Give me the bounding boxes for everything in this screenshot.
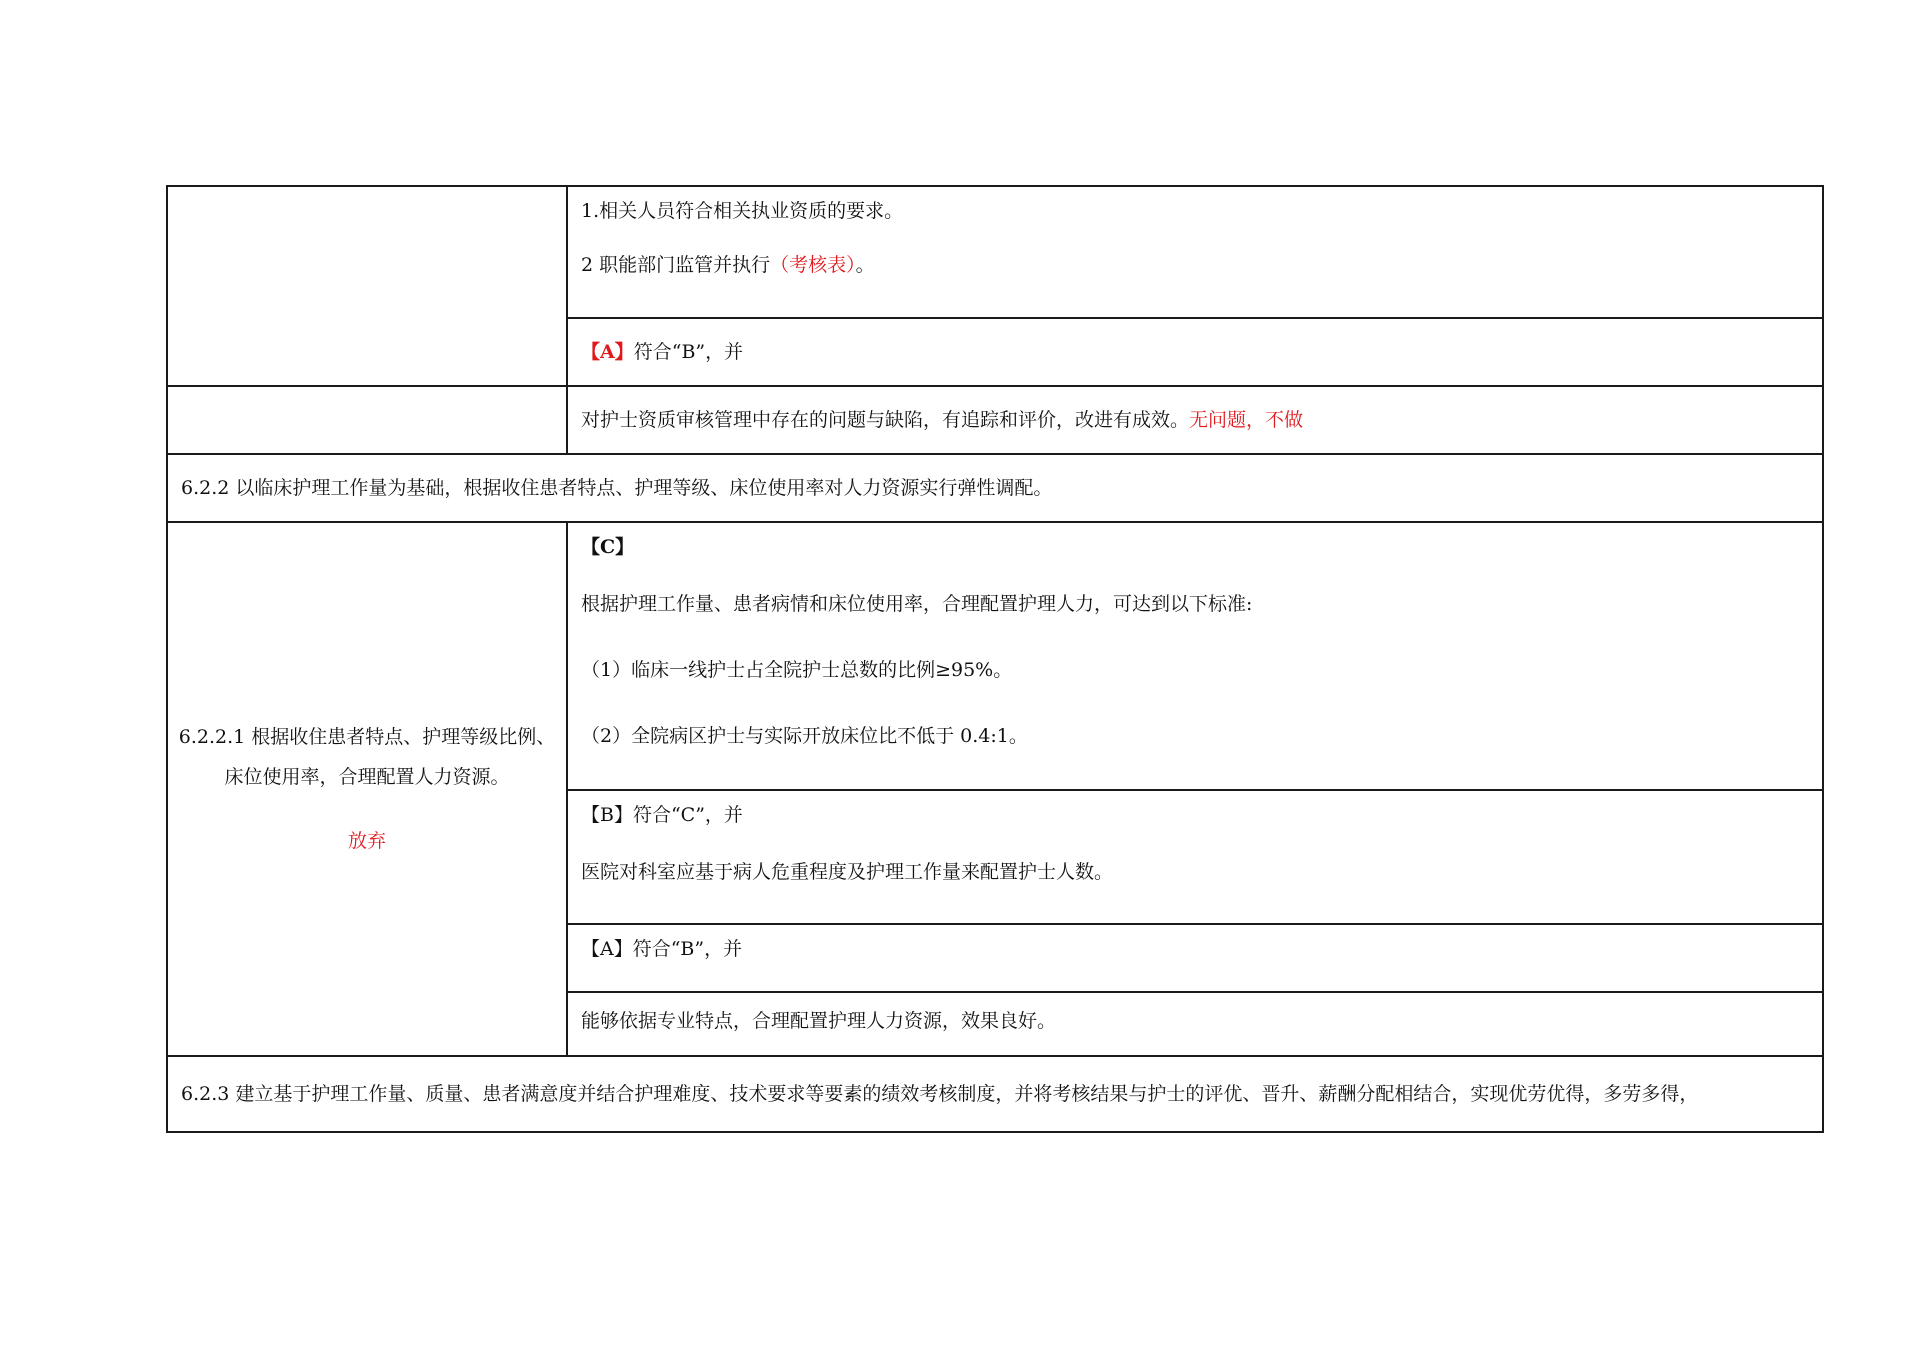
grade-b-label: 【B】符合“C”，并 bbox=[581, 804, 743, 826]
no-issue-note: 无问题，不做 bbox=[1189, 409, 1304, 431]
grade-a-label-cell bbox=[567, 924, 1823, 992]
grade-a-label: 【A】 bbox=[581, 341, 634, 363]
grade-a-label-2: 【A】符合“B”，并 bbox=[581, 938, 743, 960]
requirements-cell bbox=[567, 186, 1823, 318]
section-623-cell bbox=[167, 1056, 1823, 1132]
abandon-status: 放弃 bbox=[347, 830, 386, 852]
grade-a-line: 能够依据专业特点，合理配置护理人力资源，效果良好。 bbox=[581, 1010, 1057, 1032]
section-622-heading: 6.2.2 以临床护理工作量为基础，根据收住患者特点、护理等级、床位使用率对人力资源实行弹性调配。 bbox=[181, 477, 1053, 499]
grade-c-cell bbox=[567, 522, 1823, 790]
grade-a-text-cell bbox=[567, 992, 1823, 1056]
standards-table bbox=[166, 185, 1824, 1133]
grade-c-line: 根据护理工作量、患者病情和床位使用率，合理配置护理人力，可达到以下标准: bbox=[581, 593, 1253, 615]
section-623-heading: 6.2.3 建立基于护理工作量、质量、患者满意度并结合护理难度、技术要求等要素的绩效考核制度，并将考核结果与护士的评优、晋升、薪酬分配相结合，实现优劳优得，多劳多得， bbox=[181, 1083, 1699, 1105]
table-row bbox=[167, 386, 1823, 454]
grade-a-cell bbox=[567, 318, 1823, 386]
grade-b-line: 医院对科室应基于病人危重程度及护理工作量来配置护士人数。 bbox=[581, 861, 1114, 883]
section-622-cell bbox=[167, 454, 1823, 522]
requirement-item-2: 2 职能部门监管并执行（考核表）。 bbox=[581, 254, 875, 276]
table-row bbox=[167, 522, 1823, 790]
empty-left-cell bbox=[167, 386, 567, 454]
table-row bbox=[167, 186, 1823, 318]
grade-b-cell bbox=[567, 790, 1823, 924]
grade-a-text: 符合“B”，并 bbox=[633, 341, 744, 363]
table-row bbox=[167, 454, 1823, 522]
empty-left-cell bbox=[167, 186, 567, 386]
grade-c-line: （2）全院病区护士与实际开放床位比不低于 0.4:1。 bbox=[581, 725, 1028, 747]
standard-6221-cell bbox=[167, 522, 567, 1056]
assessment-table-note: （考核表） bbox=[770, 254, 856, 276]
standard-6221-title: 6.2.2.1 根据收住患者特点、护理等级比例、床位使用率，合理配置人力资源。 bbox=[178, 726, 556, 788]
grade-c-line: （1）临床一线护士占全院护士总数的比例≥95%。 bbox=[581, 659, 1013, 681]
requirement-item-1: 1.相关人员符合相关执业资质的要求。 bbox=[581, 200, 904, 222]
improvement-text: 对护士资质审核管理中存在的问题与缺陷，有追踪和评价，改进有成效。 bbox=[581, 409, 1190, 431]
grade-c-label: 【C】 bbox=[581, 536, 635, 558]
table-row bbox=[167, 1056, 1823, 1132]
improvement-cell bbox=[567, 386, 1823, 454]
